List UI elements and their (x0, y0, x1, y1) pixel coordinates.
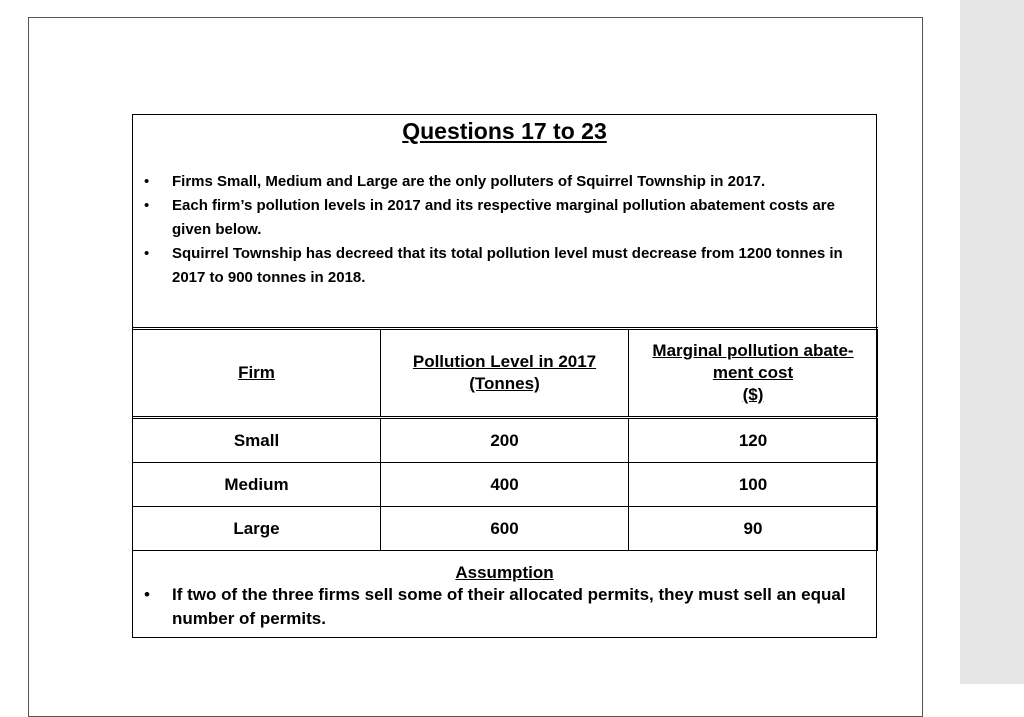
bullet-item (133, 583, 876, 631)
question-title: Questions 17 to 23 (402, 118, 607, 144)
cell-cost: 90 (629, 507, 878, 551)
cell-cost: 120 (629, 418, 878, 463)
cell-pollution: 400 (381, 463, 629, 507)
header-firm: Firm (133, 329, 381, 418)
table-header-row (133, 329, 878, 418)
bullet-glyph: • (144, 585, 150, 604)
intro-bullet-list (133, 170, 876, 290)
assumption-text: If two of the three firms sell some of their allocated permits, they must sell an equal number of permits. (172, 585, 846, 628)
bullet-item (133, 242, 876, 290)
assumption-section (133, 563, 876, 631)
header-marginal-cost: Marginal pollution abate- ment cost ($) (629, 329, 878, 418)
bullet-glyph: • (144, 197, 150, 214)
bullet-item (133, 194, 876, 242)
header-pollution-level: Pollution Level in 2017 (Tonnes) (381, 329, 629, 418)
cell-firm: Small (133, 418, 381, 463)
table-row (133, 463, 878, 507)
question-box (132, 114, 877, 638)
side-panel (960, 0, 1024, 684)
cell-pollution: 200 (381, 418, 629, 463)
table-row (133, 507, 878, 551)
bullet-text: Firms Small, Medium and Large are the only polluters of Squirrel Township in 2017. (172, 173, 766, 190)
cell-firm: Medium (133, 463, 381, 507)
cell-pollution: 600 (381, 507, 629, 551)
bullet-text: Squirrel Township has decreed that its total pollution level must decrease from 1200 tonnes in 2017 to 900 tonnes in 2018. (172, 245, 843, 286)
cell-cost: 100 (629, 463, 878, 507)
bullet-item (133, 170, 876, 194)
table-row (133, 418, 878, 463)
assumption-title: Assumption (455, 563, 554, 582)
cell-firm: Large (133, 507, 381, 551)
bullet-glyph: • (144, 245, 150, 262)
bullet-text: Each firm’s pollution levels in 2017 and its respective marginal pollution abatement costs are given below. (172, 197, 835, 238)
firm-data-table (132, 327, 878, 551)
bullet-glyph: • (144, 173, 150, 190)
